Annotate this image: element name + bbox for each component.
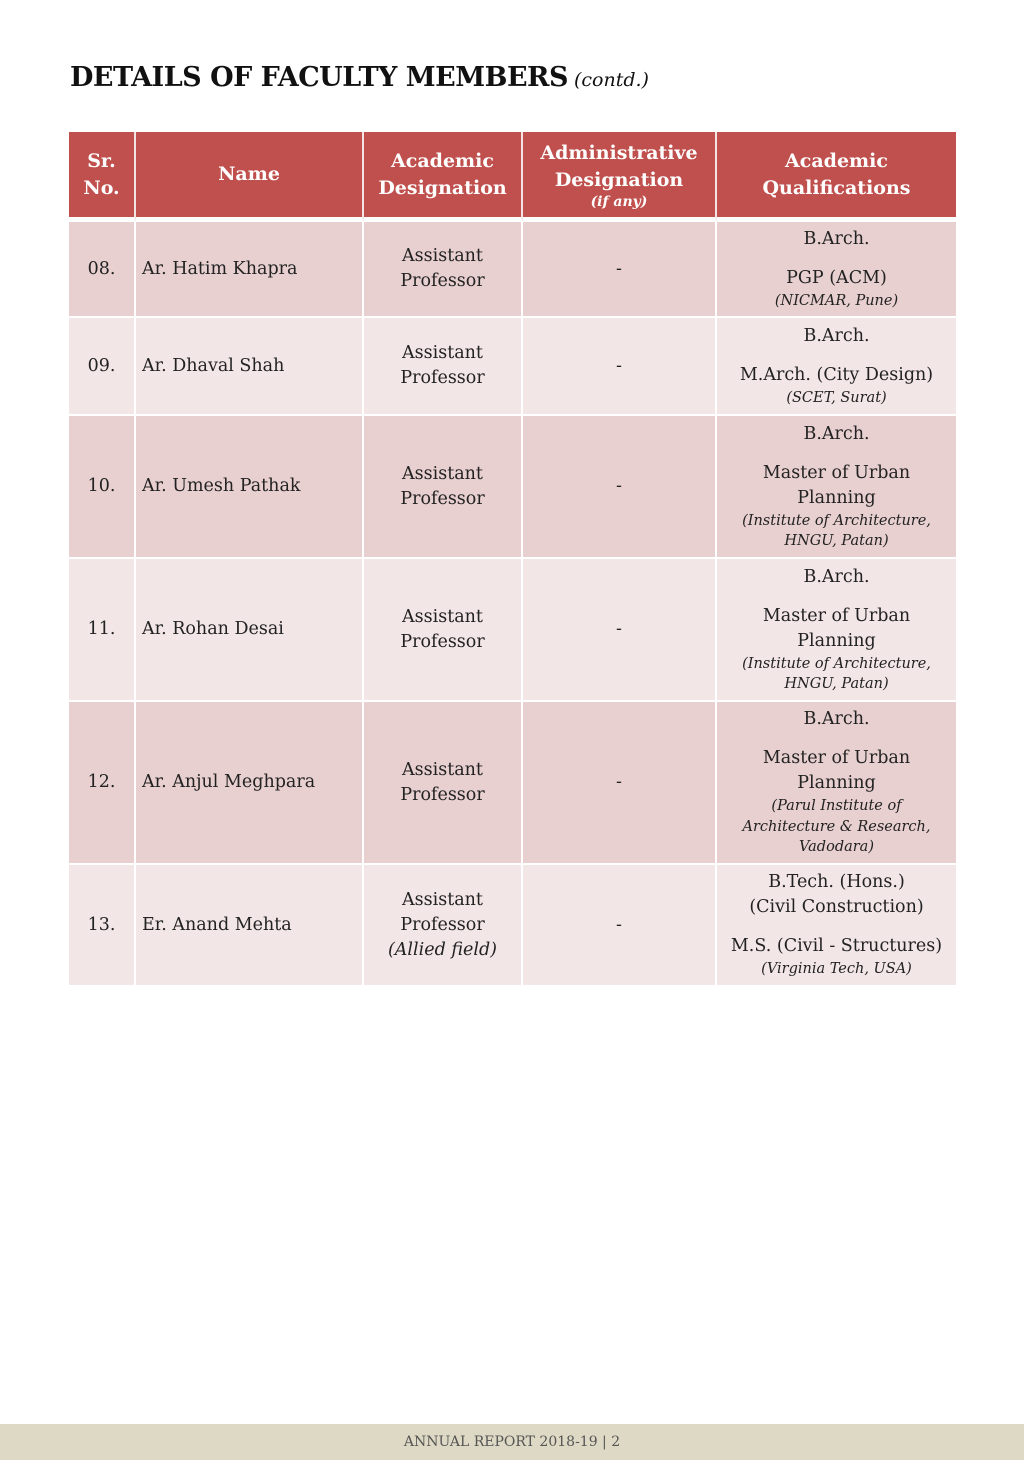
administrative-designation-cell: -	[523, 702, 717, 865]
qualifications-cell: B.Arch. PGP (ACM) (NICMAR, Pune)	[717, 222, 956, 318]
table-row	[69, 865, 956, 987]
academic-designation-cell: Assistant Professor (Allied field)	[364, 865, 523, 987]
administrative-designation-cell: -	[523, 222, 717, 318]
header-academic-designation: Academic Designation	[364, 132, 523, 222]
faculty-table	[69, 132, 956, 987]
academic-designation-cell: Assistant Professor	[364, 318, 523, 416]
name-cell: Ar. Umesh Pathak	[136, 416, 364, 559]
table-row	[69, 416, 956, 559]
name-cell: Ar. Anjul Meghpara	[136, 702, 364, 865]
sr-no-cell: 10.	[69, 416, 136, 559]
administrative-designation-cell: -	[523, 559, 717, 702]
administrative-designation-cell: -	[523, 865, 717, 987]
header-name: Name	[136, 132, 364, 222]
header-administrative-designation: Administrative Designation (if any)	[523, 132, 717, 222]
name-cell: Ar. Dhaval Shah	[136, 318, 364, 416]
footer-text: ANNUAL REPORT 2018-19 | 2	[403, 1434, 621, 1450]
academic-designation-cell: Assistant Professor	[364, 222, 523, 318]
academic-designation-cell: Assistant Professor	[364, 702, 523, 865]
page-title-main: DETAILS OF FACULTY MEMBERS	[70, 62, 568, 93]
qualifications-cell: B.Arch. Master of Urban Planning (Parul Institute of Architecture & Research, Vadodara)	[717, 702, 956, 865]
table-row	[69, 702, 956, 865]
administrative-designation-cell: -	[523, 416, 717, 559]
name-cell: Ar. Hatim Khapra	[136, 222, 364, 318]
sr-no-cell: 11.	[69, 559, 136, 702]
footer	[0, 1424, 1024, 1460]
page-title	[70, 62, 649, 93]
sr-no-cell: 08.	[69, 222, 136, 318]
header-sr-no: Sr. No.	[69, 132, 136, 222]
name-cell: Er. Anand Mehta	[136, 865, 364, 987]
sr-no-cell: 13.	[69, 865, 136, 987]
table-row	[69, 318, 956, 416]
table-header-row	[69, 132, 956, 222]
qualifications-cell: B.Arch. Master of Urban Planning (Institute of Architecture, HNGU, Patan)	[717, 559, 956, 702]
sr-no-cell: 09.	[69, 318, 136, 416]
table-row	[69, 222, 956, 318]
administrative-designation-cell: -	[523, 318, 717, 416]
sr-no-cell: 12.	[69, 702, 136, 865]
header-academic-qualifications: Academic Qualifications	[717, 132, 956, 222]
name-cell: Ar. Rohan Desai	[136, 559, 364, 702]
table-row	[69, 559, 956, 702]
header-if-any-note: (if any)	[590, 193, 648, 210]
qualifications-cell: B.Tech. (Hons.) (Civil Construction) M.S. (Civil - Structures) (Virginia Tech, USA)	[717, 865, 956, 987]
qualifications-cell: B.Arch. Master of Urban Planning (Institute of Architecture, HNGU, Patan)	[717, 416, 956, 559]
academic-designation-cell: Assistant Professor	[364, 416, 523, 559]
qualifications-cell: B.Arch. M.Arch. (City Design) (SCET, Surat)	[717, 318, 956, 416]
allied-field-note: (Allied field)	[387, 939, 498, 960]
academic-designation-cell: Assistant Professor	[364, 559, 523, 702]
page-title-suffix: (contd.)	[573, 69, 649, 91]
